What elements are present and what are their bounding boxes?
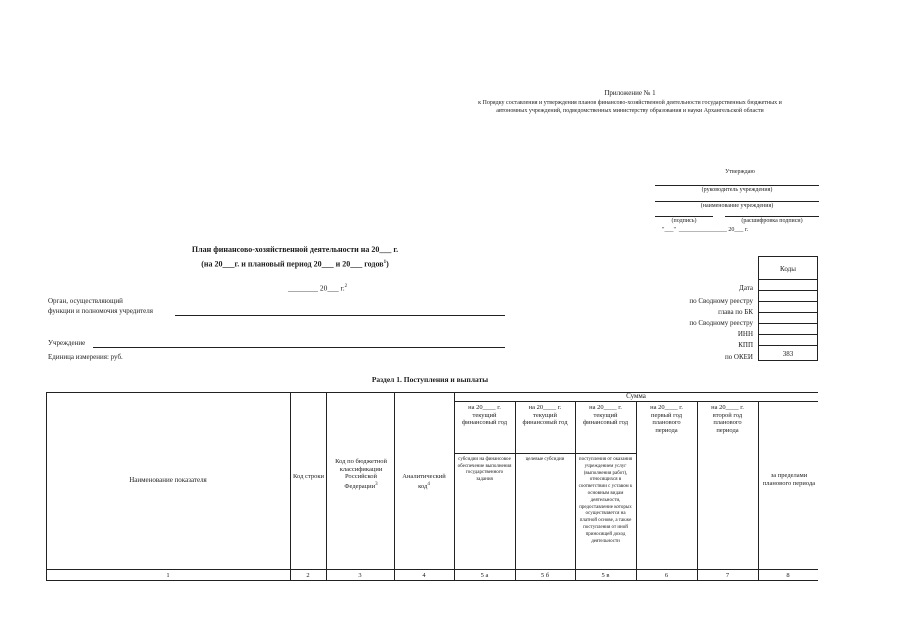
code-label-inn: ИНН [737, 330, 753, 338]
approval-line-1 [655, 185, 819, 186]
plan-title-footnote-1: 1 [383, 260, 387, 265]
approval-title: Утверждаю [725, 169, 755, 175]
organ-field-line[interactable] [175, 315, 505, 316]
sub-header-5b: целевые субсидии [525, 457, 565, 462]
table-number-row-bottom [46, 580, 818, 581]
period-col-5a-line1: на 20____ г. [468, 404, 501, 411]
code-label-kpp: КПП [738, 341, 753, 349]
period-col-5v [575, 404, 636, 427]
period-col-5a-line3: финансовый год [461, 419, 508, 426]
col-name-header: Наименование показателя [129, 476, 207, 484]
period-col-7 [697, 404, 758, 434]
approval-name-caption: (расшифровка подписи) [741, 218, 803, 224]
codes-row-line [758, 312, 818, 313]
col-number-6: 6 [664, 572, 669, 579]
period-row-bottom [454, 453, 636, 454]
col-number-1: 1 [166, 572, 170, 579]
table-header-bottom [46, 569, 818, 570]
period-col-5v-line1: на 20____ г. [589, 404, 622, 411]
period-col-7-line4: периода [716, 426, 739, 434]
period-col-5a [454, 404, 515, 427]
code-label-date: Дата [739, 284, 753, 292]
period-col-7-line3: планового [713, 419, 742, 426]
period-col-5v-line3: финансовый год [582, 419, 629, 426]
approval-name-line [725, 216, 819, 217]
plan-date-footnote: 2 [344, 284, 348, 289]
col-line [515, 401, 516, 580]
period-col-5b-line3: финансовый год [522, 419, 568, 426]
period-col-5b [515, 404, 575, 427]
sub-header-5v: поступления от оказания учреждением услуг (выполнения работ), относящихся в соответствии с уставом к основным видам деятельности, предоставление которых осуществляется на платной основе, а также поступления от иной приносящей доход деятельности [578, 457, 633, 544]
approval-date-line: "___" ________________ 20___ г. [662, 227, 749, 233]
period-col-6-line4: периода [655, 426, 678, 434]
plan-title-line-1: План финансово-хозяйственной деятельности на 20___ г. [191, 245, 399, 254]
code-label-bk: глава по БК [718, 308, 753, 316]
col-budget-code-header [330, 458, 392, 490]
col-number-7: 7 [725, 572, 730, 579]
col-line [758, 401, 759, 580]
beyond-period-header: за пределами планового периода [762, 472, 816, 487]
col-number-5v: 5 в [601, 572, 610, 579]
section-title: Раздел 1. Поступления и выплаты [371, 375, 489, 384]
plan-date-text: ________ 20___ г. [288, 283, 345, 293]
codes-header: Коды [780, 265, 796, 273]
appendix-line-1: к Порядку составления и утверждения планов финансово-хозяйственной деятельности государственных бюджетных и [478, 100, 782, 106]
col-number-2: 2 [306, 572, 310, 579]
approval-line-2 [655, 201, 819, 202]
institution-field-line[interactable] [93, 347, 505, 348]
sub-header-5a: субсидии на финансовое обеспечение выполнения государственного задания [457, 457, 512, 482]
codes-row-line [758, 334, 818, 335]
approval-signature-line [655, 216, 713, 217]
okei-value: 383 [782, 350, 794, 358]
codes-row-line [758, 290, 818, 291]
col-budget-code-footnote: 3 [375, 481, 378, 487]
col-code-header: Код строки [293, 473, 324, 480]
col-number-5a: 5 а [480, 572, 489, 579]
plan-title-line-2-end: ) [386, 259, 389, 269]
col-line [326, 392, 327, 580]
approval-head-caption: (руководитель учреждения) [701, 187, 773, 193]
period-col-6-line3: планового [652, 419, 681, 426]
code-label-registry-2: по Сводному реестру [689, 319, 753, 327]
approval-signature-caption: (подпись) [671, 218, 697, 224]
code-label-registry-1: по Сводному реестру [689, 297, 753, 305]
codes-row-line [758, 323, 818, 324]
codes-row-line [758, 301, 818, 302]
plan-title-line-2-text: (на 20___г. и плановый период 20___ и 20___ годов [201, 259, 384, 269]
sum-header: Сумма [626, 392, 646, 400]
appendix-line-2: автономных учреждений, подведомственных министерству образования и науки Архангельской области [496, 108, 764, 114]
codes-header-cell [758, 256, 818, 280]
plan-title-line-2 [160, 258, 430, 270]
period-col-7-line1: на 20____ г. [711, 404, 744, 411]
col-line [290, 392, 291, 580]
col-analytic-text: Аналитический код [402, 473, 446, 490]
col-number-3: 3 [358, 572, 362, 579]
col-analytic-footnote: 4 [427, 481, 430, 487]
unit-label: Единица измерения: руб. [48, 353, 123, 361]
period-col-5b-line2: текущий [532, 411, 557, 419]
period-col-5v-line2: текущий [593, 411, 618, 419]
col-number-4: 4 [422, 572, 426, 579]
codes-row-line [758, 345, 818, 346]
period-col-6-line1: на 20____ г. [650, 404, 683, 411]
plan-date-line [288, 282, 408, 293]
period-col-5a-line2: текущий [472, 411, 497, 419]
institution-label: Учреждение [48, 339, 86, 347]
approval-org-caption: (наименование учреждения) [700, 203, 774, 209]
col-number-8: 8 [786, 572, 790, 579]
col-budget-code-text: Код по бюджетной классификации Российской Федерации [335, 458, 387, 490]
col-number-5b: 5 б [540, 572, 550, 579]
col-line [575, 401, 576, 580]
codes-values [758, 279, 818, 361]
appendix-title: Приложение № 1 [604, 89, 656, 97]
col-line [394, 392, 395, 580]
period-col-6 [636, 404, 697, 434]
period-col-5b-line1: на 20____ г. [528, 404, 562, 411]
col-line [46, 392, 47, 580]
period-col-6-line2: первый год [650, 411, 683, 419]
codes-box [758, 256, 818, 360]
code-label-okei: по ОКЕИ [724, 353, 753, 361]
organ-label-2: функции и полномочия учредителя [48, 307, 153, 315]
period-col-7-line2: второй год [712, 411, 743, 419]
organ-label-1: Орган, осуществляющий [48, 297, 123, 305]
col-analytic-header [396, 473, 452, 490]
